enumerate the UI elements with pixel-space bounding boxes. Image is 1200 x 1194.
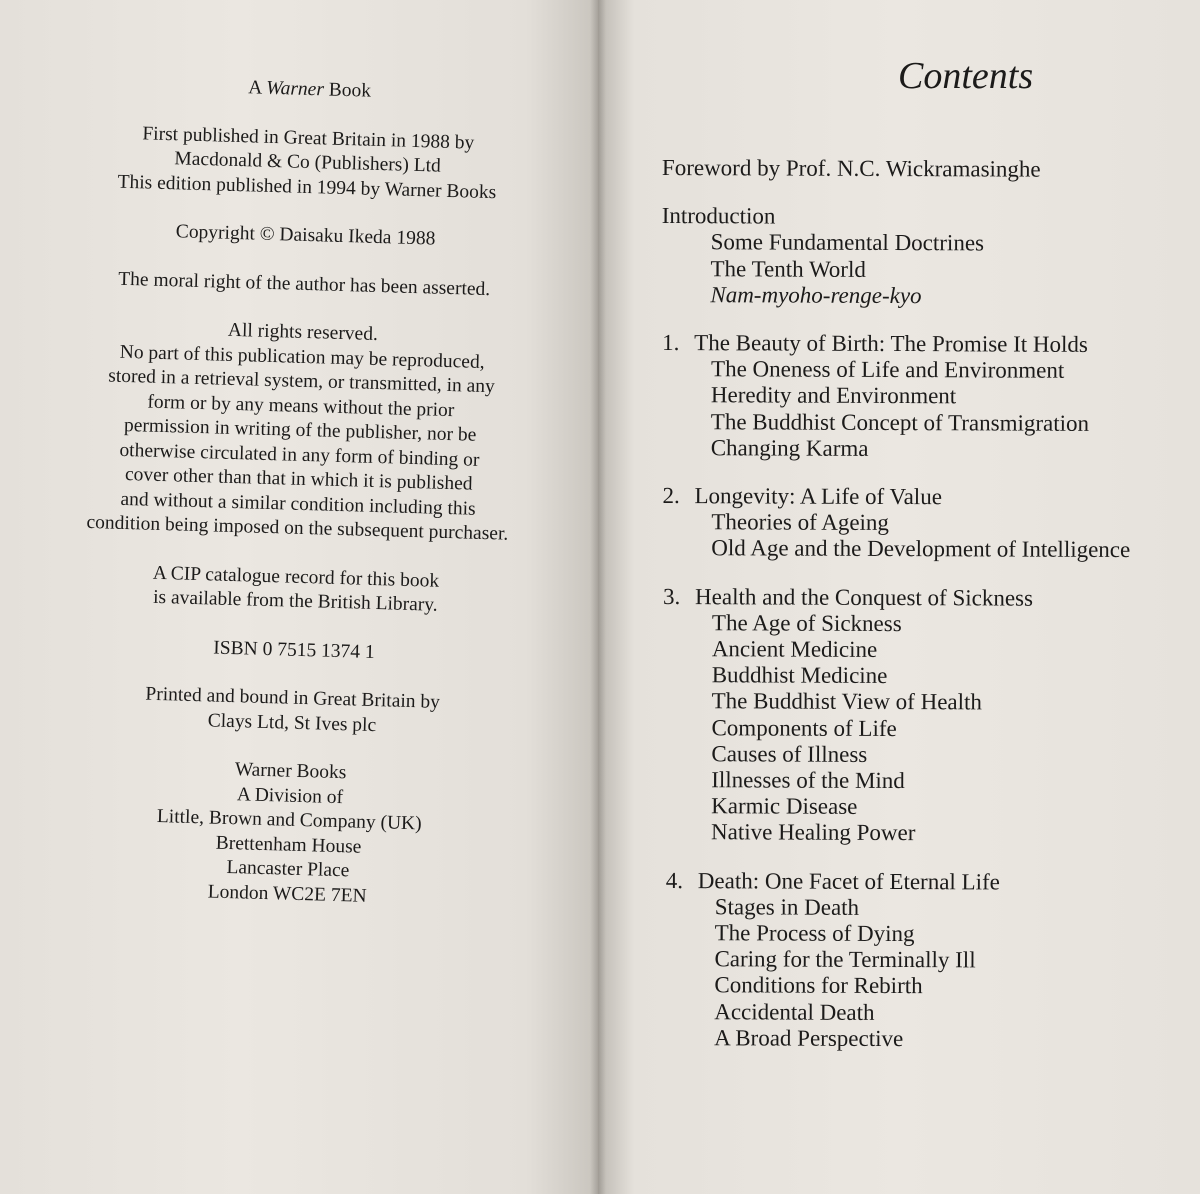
toc-foreword [662, 155, 1200, 184]
toc-section: Accidental Death [714, 998, 875, 1025]
isbn [44, 631, 544, 669]
address-line: A Division of [236, 783, 344, 808]
cip-line: A CIP catalogue record for this book [152, 562, 440, 592]
rights-line: cover other than that in which it is published [124, 463, 473, 495]
toc-section: The Age of Sickness [711, 610, 902, 636]
toc-chapter-title: Health and the Conquest of Sickness [695, 583, 1034, 611]
publication-history-line: This edition published in 1994 by Warner Books [117, 171, 497, 203]
toc-chapter-2 [662, 483, 1200, 564]
publisher-line-italic: Warner [265, 77, 325, 101]
rights-notice [47, 314, 553, 548]
toc-introduction [661, 203, 1200, 310]
toc-section: Caring for the Terminally Ill [714, 946, 976, 973]
moral-right-line: The moral right of the author has been asserted. [118, 268, 491, 300]
rights-line: otherwise circulated in any form of binding or [119, 439, 480, 471]
toc-section: Karmic Disease [711, 793, 858, 820]
imprint-text [36, 71, 560, 938]
toc-section: Native Healing Power [710, 819, 916, 846]
toc-chapter-4 [665, 868, 1199, 1054]
toc-section: A Broad Perspective [714, 1025, 904, 1051]
toc-chapter-3 [662, 584, 1200, 848]
publisher-line [59, 71, 559, 109]
rights-line: and without a similar condition including this [120, 488, 476, 520]
rights-line: permission in writing of the publisher, nor be [123, 414, 477, 446]
toc-section: Heredity and Environment [710, 382, 957, 409]
cip-line: is available from the British Library. [152, 586, 438, 616]
toc-section: Some Fundamental Doctrines [710, 229, 985, 256]
publisher-address [37, 753, 541, 914]
toc-chapter-number: 2. [662, 483, 680, 509]
copyright-line: Copyright © Daisaku Ikeda 1988 [175, 221, 436, 250]
toc-chapter-heading [662, 483, 1200, 512]
toc-chapter-number: 1. [662, 330, 680, 356]
address-line: Little, Brown and Company (UK) [156, 806, 422, 835]
toc-section: Changing Karma [710, 435, 869, 461]
toc-section: Theories of Ageing [711, 509, 890, 536]
contents-page [598, 0, 1200, 1194]
publication-history-line: First published in Great Britain in 1988 by [142, 122, 475, 154]
toc-chapter-title: Longevity: A Life of Value [694, 483, 942, 510]
isbn-line: ISBN 0 7515 1374 1 [213, 637, 376, 663]
toc-section: The Tenth World [710, 255, 866, 282]
toc-chapter-heading [662, 330, 1200, 359]
toc-section: Causes of Illness [711, 741, 868, 767]
toc-chapter-title: The Beauty of Birth: The Promise It Holds [694, 330, 1088, 357]
publication-history-line: Macdonald & Co (Publishers) Ltd [174, 148, 442, 177]
printer-line: Printed and bound in Great Britain by [145, 683, 441, 713]
toc-section: The Oneness of Life and Environment [711, 356, 1065, 383]
publisher-line-pre: A [247, 77, 267, 99]
rights-line: No part of this publication may be reproduced, [119, 341, 485, 373]
toc-entry-introduction: Introduction [661, 203, 776, 229]
toc-section: Illnesses of the Mind [711, 767, 905, 794]
rights-line: form or by any means without the prior [147, 391, 455, 421]
toc-section: The Buddhist View of Health [711, 688, 982, 715]
address-line: Brettenham House [215, 832, 362, 858]
cip-notice [45, 558, 546, 621]
toc-section: Old Age and the Development of Intelligence [711, 535, 1131, 563]
toc-section: Ancient Medicine [711, 636, 878, 662]
toc-chapter-title: Death: One Facet of Eternal Life [697, 867, 1000, 895]
publication-history [57, 120, 559, 207]
toc-chapter-heading [663, 584, 1200, 613]
toc-chapter-number: 4. [665, 867, 684, 893]
imprint-page [0, 0, 598, 1194]
toc-section: Components of Life [711, 714, 897, 741]
rights-line: condition being imposed on the subsequent purchaser. [86, 511, 509, 545]
moral-right-notice [54, 265, 554, 303]
toc-section: The Process of Dying [714, 920, 915, 947]
address-line: London WC2E 7EN [207, 880, 367, 907]
table-of-contents [658, 155, 1200, 1075]
toc-section: Conditions for Rebirth [714, 972, 923, 999]
toc-chapter-1 [662, 330, 1200, 463]
toc-section: Buddhist Medicine [711, 662, 888, 689]
toc-chapter-heading [666, 868, 1199, 897]
toc-entry-foreword: Foreword by Prof. N.C. Wickramasinghe [661, 155, 1041, 182]
toc-section: The Buddhist Concept of Transmigration [710, 408, 1090, 436]
copyright-notice [55, 217, 555, 255]
contents-title: Contents [898, 55, 1034, 97]
toc-section: Nam-myoho-renge-kyo [710, 282, 922, 308]
address-line: Lancaster Place [226, 856, 350, 882]
printer-notice [42, 680, 543, 743]
publisher-line-post: Book [323, 79, 372, 102]
toc-chapter-number: 3. [663, 583, 681, 609]
printer-line: Clays Ltd, St Ives plc [207, 709, 377, 736]
toc-section: Stages in Death [714, 894, 860, 920]
rights-line: stored in a retrieval system, or transmitted, in any [107, 365, 496, 398]
rights-line: All rights reserved. [227, 319, 379, 345]
address-line: Warner Books [234, 759, 347, 784]
